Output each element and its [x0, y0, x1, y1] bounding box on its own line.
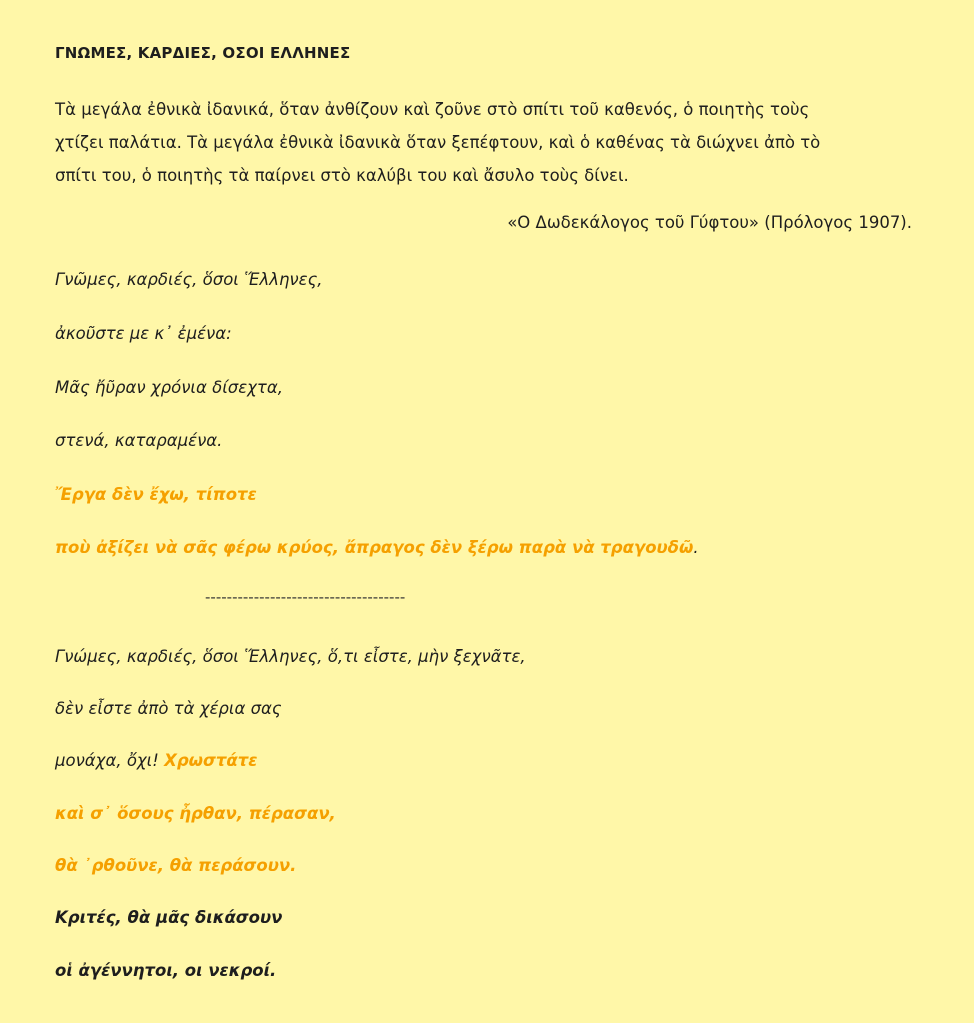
verse-line: στενά, καταραμένα.: [55, 431, 223, 450]
verse-line-highlighted: θὰ ᾽ρθοῦνε, θὰ περάσουν.: [55, 856, 297, 875]
verse-line: δὲν εἶστε ἀπὸ τὰ χέρια σας: [55, 699, 282, 718]
verse-highlight: ποὺ ἀξίζει νὰ σᾶς φέρω κρύος, ἄπραγος δὲν ξέρω παρὰ νὰ τραγουδῶ: [55, 538, 694, 557]
verse-line: [55, 538, 699, 557]
verse-line: [55, 751, 257, 770]
intro-line: χτίζει παλάτια. Τὰ μεγάλα ἐθνικὰ ἰδανικὰ ὅταν ξεπέφτουν, καὶ ὁ καθένας τὰ διώχνει ἀπὸ τὸ: [55, 133, 821, 152]
verse-line: Μᾶς ἤῦραν χρόνια δίσεχτα,: [55, 378, 283, 397]
verse-text: μονάχα, ὄχι!: [55, 751, 165, 770]
verse-line-highlighted: Ἔργα δὲν ἔχω, τίποτε: [55, 485, 257, 504]
verse-line-bold: Κριτές, θὰ μᾶς δικάσουν: [55, 908, 283, 927]
intro-line: Τὰ μεγάλα ἐθνικὰ ἰδανικά, ὅταν ἀνθίζουν καὶ ζοῦνε στὸ σπίτι τοῦ καθενός, ὁ ποιητὴς τοὺς: [55, 100, 810, 119]
verse-line-highlighted: καὶ σ᾽ ὅσους ἦρθαν, πέρασαν,: [55, 804, 336, 823]
intro-line: σπίτι του, ὁ ποιητὴς τὰ παίρνει στὸ καλύβι του καὶ ἄσυλο τοὺς δίνει.: [55, 166, 629, 185]
verse-line: ἀκοῦστε με κ᾽ ἐμένα:: [55, 324, 232, 343]
page-title: ΓΝΩΜΕΣ, ΚΑΡΔΙΕΣ, ΟΣΟΙ ΕΛΛΗΝΕΣ: [55, 44, 351, 62]
attribution: «Ο Δωδεκάλογος τοῦ Γύφτου» (Πρόλογος 1907).: [507, 213, 912, 232]
verse-line-bold: οἱ ἀγέννητοι, οι νεκροί.: [55, 961, 277, 980]
intro-paragraph: [55, 93, 925, 192]
verse-highlight: Χρωστάτε: [164, 751, 258, 770]
separator: -------------------------------------: [205, 588, 406, 606]
verse-line: Γνῶμες, καρδιές, ὅσοι Ἕλληνες,: [55, 270, 323, 289]
verse-line: Γνώμες, καρδιές, ὅσοι Ἕλληνες, ὅ,τι εἶστε, μὴν ξεχνᾶτε,: [55, 647, 526, 666]
verse-period: .: [693, 538, 699, 557]
